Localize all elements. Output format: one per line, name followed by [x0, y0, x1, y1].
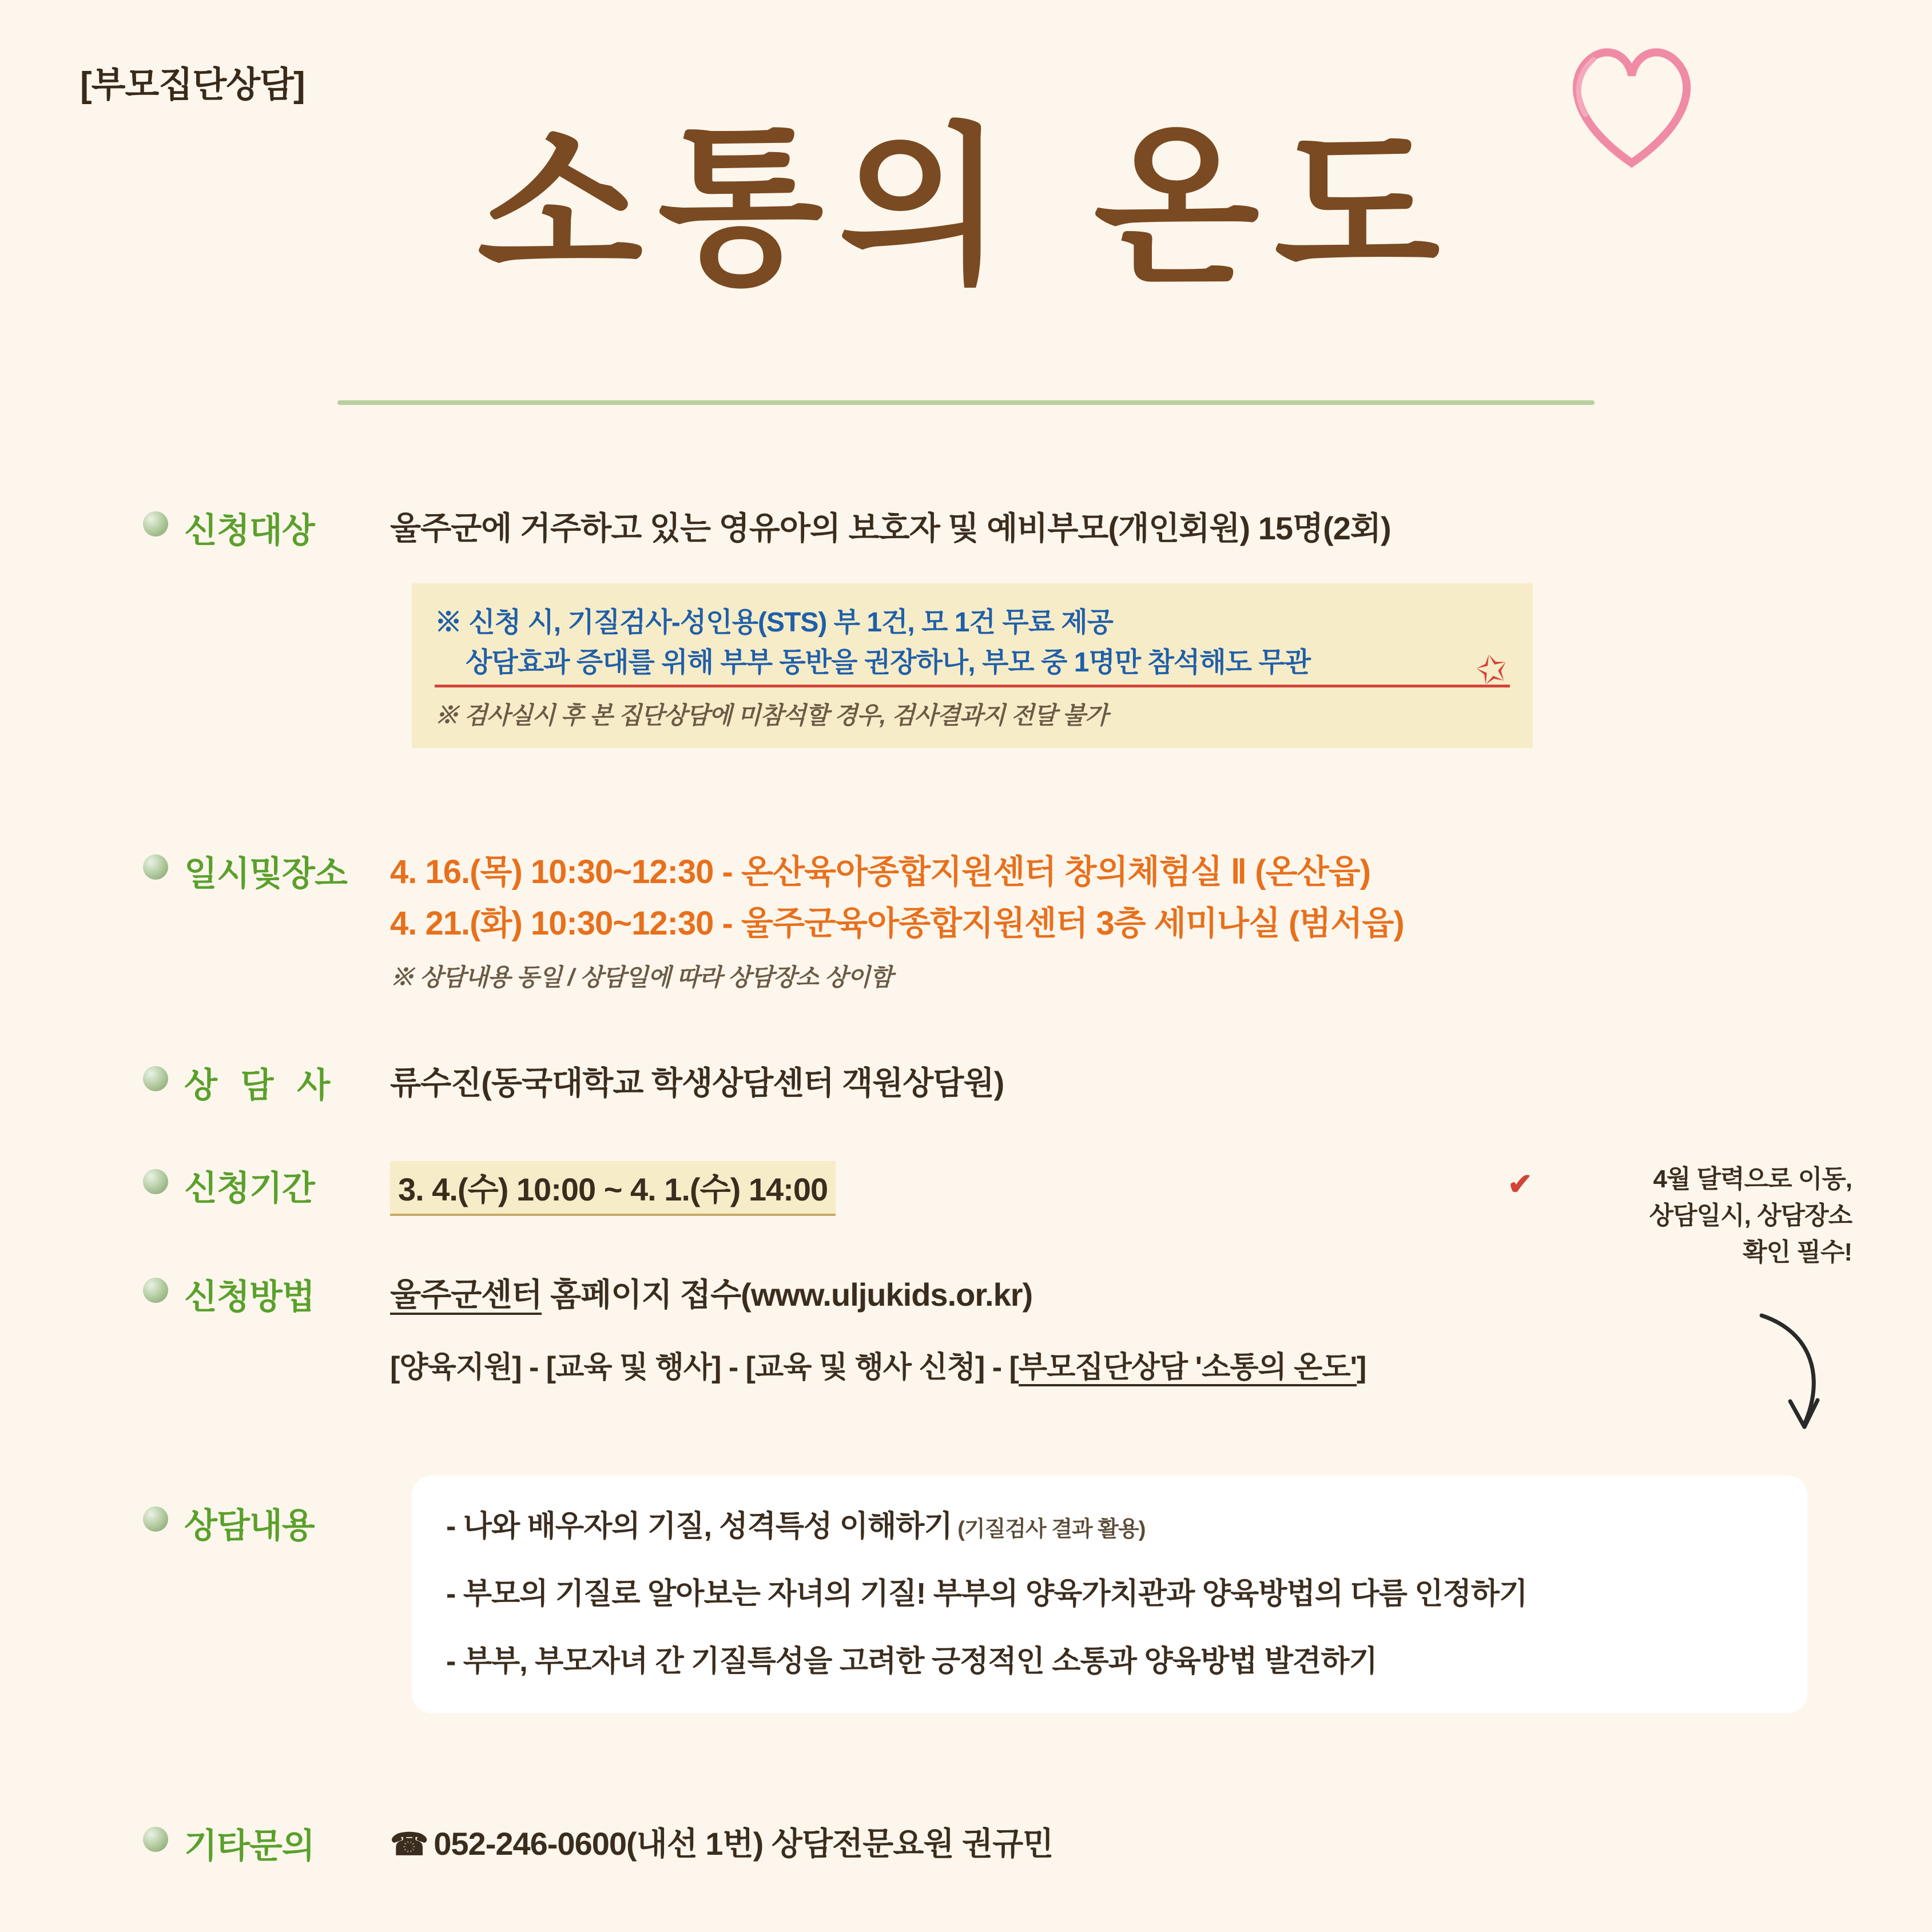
homepage-url[interactable]: 홈페이지 접수(www.uljukids.or.kr)	[542, 1277, 1033, 1313]
bullet-icon	[143, 1278, 168, 1303]
heart-icon	[1560, 40, 1703, 172]
section-label-how: 신청방법	[184, 1278, 315, 1316]
contact-phone-text: 052-246-0600(내선 1번) 상담전문요원 권규민	[434, 1826, 1054, 1862]
note-line-1: ※ 신청 시, 기질검사-성인용(STS) 부 1건, 모 1건 무료 제공	[435, 607, 1114, 638]
target-note-box	[412, 583, 1533, 748]
section-label-content: 상담내용	[184, 1506, 315, 1545]
section-period	[143, 1161, 836, 1216]
section-value-counselor: 류수진(동국대학교 학생상담센터 객원상담원)	[390, 1065, 1004, 1101]
menu-path-suffix: ]	[1356, 1351, 1366, 1384]
section-how-to-apply	[143, 1270, 1366, 1386]
content-item-text: - 나와 배우자의 기질, 성격특성 이해하기	[446, 1510, 952, 1543]
content-card	[412, 1476, 1807, 1713]
section-value-target: 울주군에 거주하고 있는 영유아의 보호자 및 예비부모(개인회원) 15명(2회)	[390, 510, 1391, 546]
when-lines	[390, 846, 1404, 993]
menu-path-program: 부모집단상담 '소통의 온도'	[1019, 1351, 1357, 1386]
center-name: 울주군센터	[390, 1277, 542, 1315]
section-target	[143, 503, 1391, 552]
section-label-period: 신청기간	[184, 1169, 315, 1207]
bullet-icon	[143, 1169, 168, 1194]
how-line-2	[390, 1343, 1366, 1386]
star-icon: ✩	[1472, 645, 1512, 693]
section-label-target: 신청대상	[184, 511, 315, 550]
program-category-tag: [부모집단상담]	[80, 65, 305, 105]
header-divider	[337, 400, 1595, 405]
bullet-icon	[143, 1066, 168, 1091]
section-label-counselor: 상 담 사	[184, 1066, 337, 1104]
content-item	[446, 1506, 1773, 1547]
section-value-contact	[390, 1819, 1053, 1865]
section-label-when: 일시및장소	[184, 854, 347, 893]
memo-line-2: 상담일시, 상담장소	[1649, 1201, 1852, 1230]
how-lines	[390, 1270, 1366, 1386]
section-contact	[143, 1819, 1053, 1868]
memo-line-1: 4월 달력으로 이동,	[1653, 1165, 1852, 1193]
bullet-icon	[143, 854, 168, 880]
content-item	[446, 1574, 1773, 1614]
content-item-note: (기질검사 결과 활용)	[952, 1517, 1146, 1541]
section-content	[143, 1498, 373, 1548]
bullet-icon	[143, 511, 168, 536]
bullet-icon	[143, 1827, 168, 1852]
when-line-1: 4. 16.(목) 10:30~12:30 - 온산육아종합지원센터 창의체험실 Ⅱ (온산읍)	[390, 853, 1371, 891]
content-item-text: - 부부, 부모자녀 간 기질특성을 고려한 긍정적인 소통과 양육방법 발견하기	[446, 1645, 1377, 1679]
note-line-2: 상담효과 증대를 위해 부부 동반을 권장하나, 부모 중 1명만 참석해도 무관	[435, 643, 1510, 688]
phone-icon: ☎	[390, 1827, 428, 1862]
page-title: 소통의 온도	[477, 108, 1455, 307]
when-sub-note: ※ 상담내용 동일 / 상담일에 따라 상담장소 상이함	[390, 963, 893, 991]
note-line-3: ※ 검사실시 후 본 집단상담에 미참석할 경우, 검사결과지 전달 불가	[435, 702, 1108, 729]
section-counselor	[143, 1058, 1004, 1107]
section-when	[143, 846, 1404, 993]
section-label-contact: 기타문의	[184, 1827, 315, 1865]
curved-arrow-icon	[1750, 1310, 1836, 1441]
bullet-icon	[143, 1506, 168, 1532]
how-line-1	[390, 1270, 1366, 1315]
memo-callout	[1508, 1161, 1852, 1270]
menu-path-prefix: [양육지원] - [교육 및 행사] - [교육 및 행사 신청] - [	[390, 1351, 1019, 1384]
memo-line-3: 확인 필수!	[1743, 1238, 1852, 1266]
check-icon: ✔	[1508, 1168, 1532, 1201]
content-item	[446, 1641, 1773, 1681]
section-value-period: 3. 4.(수) 10:00 ~ 4. 1.(수) 14:00	[390, 1161, 836, 1216]
when-line-2: 4. 21.(화) 10:30~12:30 - 울주군육아종합지원센터 3층 세미나실 (범서읍)	[390, 904, 1404, 942]
content-item-text: - 부모의 기질로 알아보는 자녀의 기질! 부부의 양육가치관과 양육방법의 다름 인정하기	[446, 1577, 1528, 1611]
